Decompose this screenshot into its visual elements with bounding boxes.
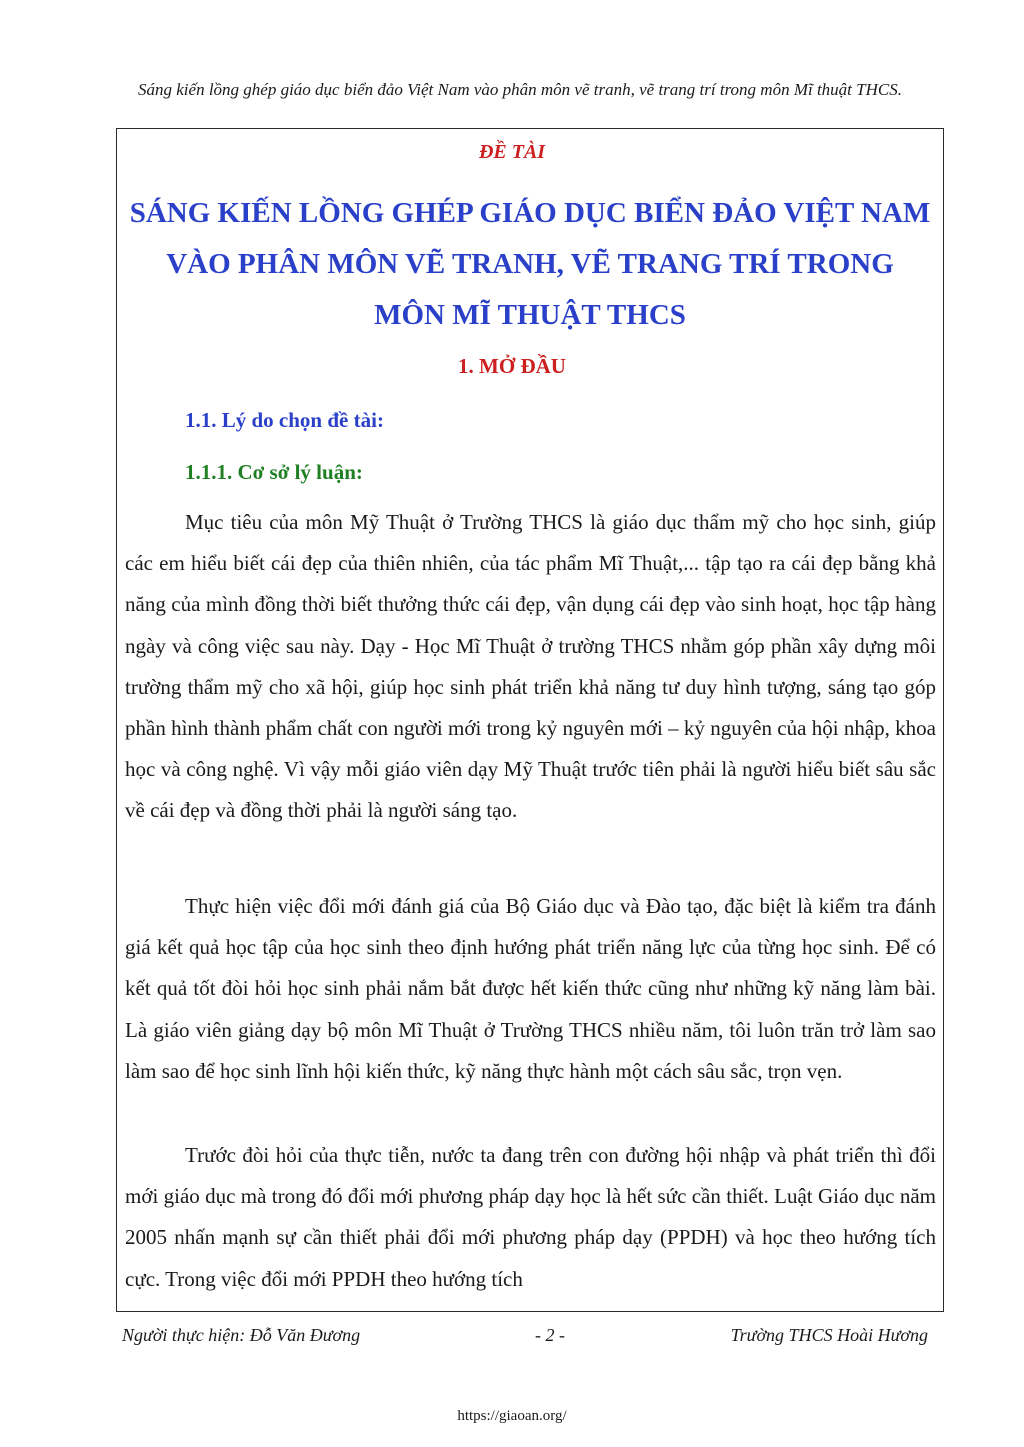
body-paragraph-1: Mục tiêu của môn Mỹ Thuật ở Trường THCS là giáo dục thẩm mỹ cho học sinh, giúp các em hiểu biết cái đẹp của thiên nhiên, của tác phẩm Mĩ Thuật,... tập tạo ra cái đẹp bằng khả năng của mình đồng thời biết thưởng thức cái đẹp, vận dụng cái đẹp vào sinh hoạt, học tập hàng ngày và công việc sau này. Dạy - Học Mĩ Thuật ở trường THCS nhằm góp phần xây dựng môi trường thẩm mỹ cho xã hội, giúp học sinh phát triển khả năng tư duy hình tượng, sáng tạo góp phần hình thành phẩm chất con người mới trong kỷ nguyên mới – kỷ nguyên của hội nhập, khoa học và công nghệ. Vì vậy mỗi giáo viên dạy Mỹ Thuật trước tiên phải là người hiểu biết sâu sắc về cái đẹp và đồng thời phải là người sáng tạo.	[125, 510, 936, 823]
title-line-2: VÀO PHÂN MÔN VẼ TRANH, VẼ TRANG TRÍ TRONG	[166, 248, 894, 280]
document-title	[110, 188, 950, 341]
footer-author: Người thực hiện: Đỗ Văn Đương	[122, 1325, 361, 1345]
title-line-3: MÔN MĨ THUẬT THCS	[374, 299, 686, 331]
source-url: https://giaoan.org/	[457, 1408, 567, 1424]
section-heading-intro: 1. MỞ ĐẦU	[458, 354, 566, 378]
subheading-reason: 1.1. Lý do chọn đề tài:	[185, 408, 384, 432]
body-paragraph-2: Thực hiện việc đổi mới đánh giá của Bộ Giáo dục và Đào tạo, đặc biệt là kiểm tra đánh giá kết quả học tập của học sinh theo định hướng phát triển năng lực của từng học sinh. Để có kết quả tốt đòi hỏi học sinh phải nắm bắt được hết kiến thức cũng như những kỹ năng làm bài. Là giáo viên giảng dạy bộ môn Mĩ Thuật ở Trường THCS nhiều năm, tôi luôn trăn trở làm sao làm sao để học sinh lĩnh hội kiến thức, kỹ năng thực hành một cách sâu sắc, trọn vẹn.	[125, 894, 936, 1083]
footer-school: Trường THCS Hoài Hương	[730, 1325, 928, 1345]
document-label: ĐỀ TÀI	[478, 141, 546, 163]
body-paragraph-3: Trước đòi hỏi của thực tiễn, nước ta đang trên con đường hội nhập và phát triển thì đổi mới giáo dục mà trong đó đổi mới phương pháp dạy học là hết sức cần thiết. Luật Giáo dục năm 2005 nhấn mạnh sự cần thiết phải đổi mới phương pháp dạy (PPDH) và học theo hướng tích cực. Trong việc đổi mới PPDH theo hướng tích	[125, 1143, 936, 1291]
subheading-theory: 1.1.1. Cơ sở lý luận:	[185, 460, 363, 484]
footer-page-number: - 2 -	[535, 1325, 565, 1345]
running-header: Sáng kiến lồng ghép giáo dục biển đảo Việt Nam vào phân môn vẽ tranh, vẽ trang trí trong môn Mĩ thuật THCS.	[138, 80, 902, 99]
title-line-1: SÁNG KIẾN LỒNG GHÉP GIÁO DỤC BIỂN ĐẢO VIỆT NAM	[129, 197, 931, 229]
